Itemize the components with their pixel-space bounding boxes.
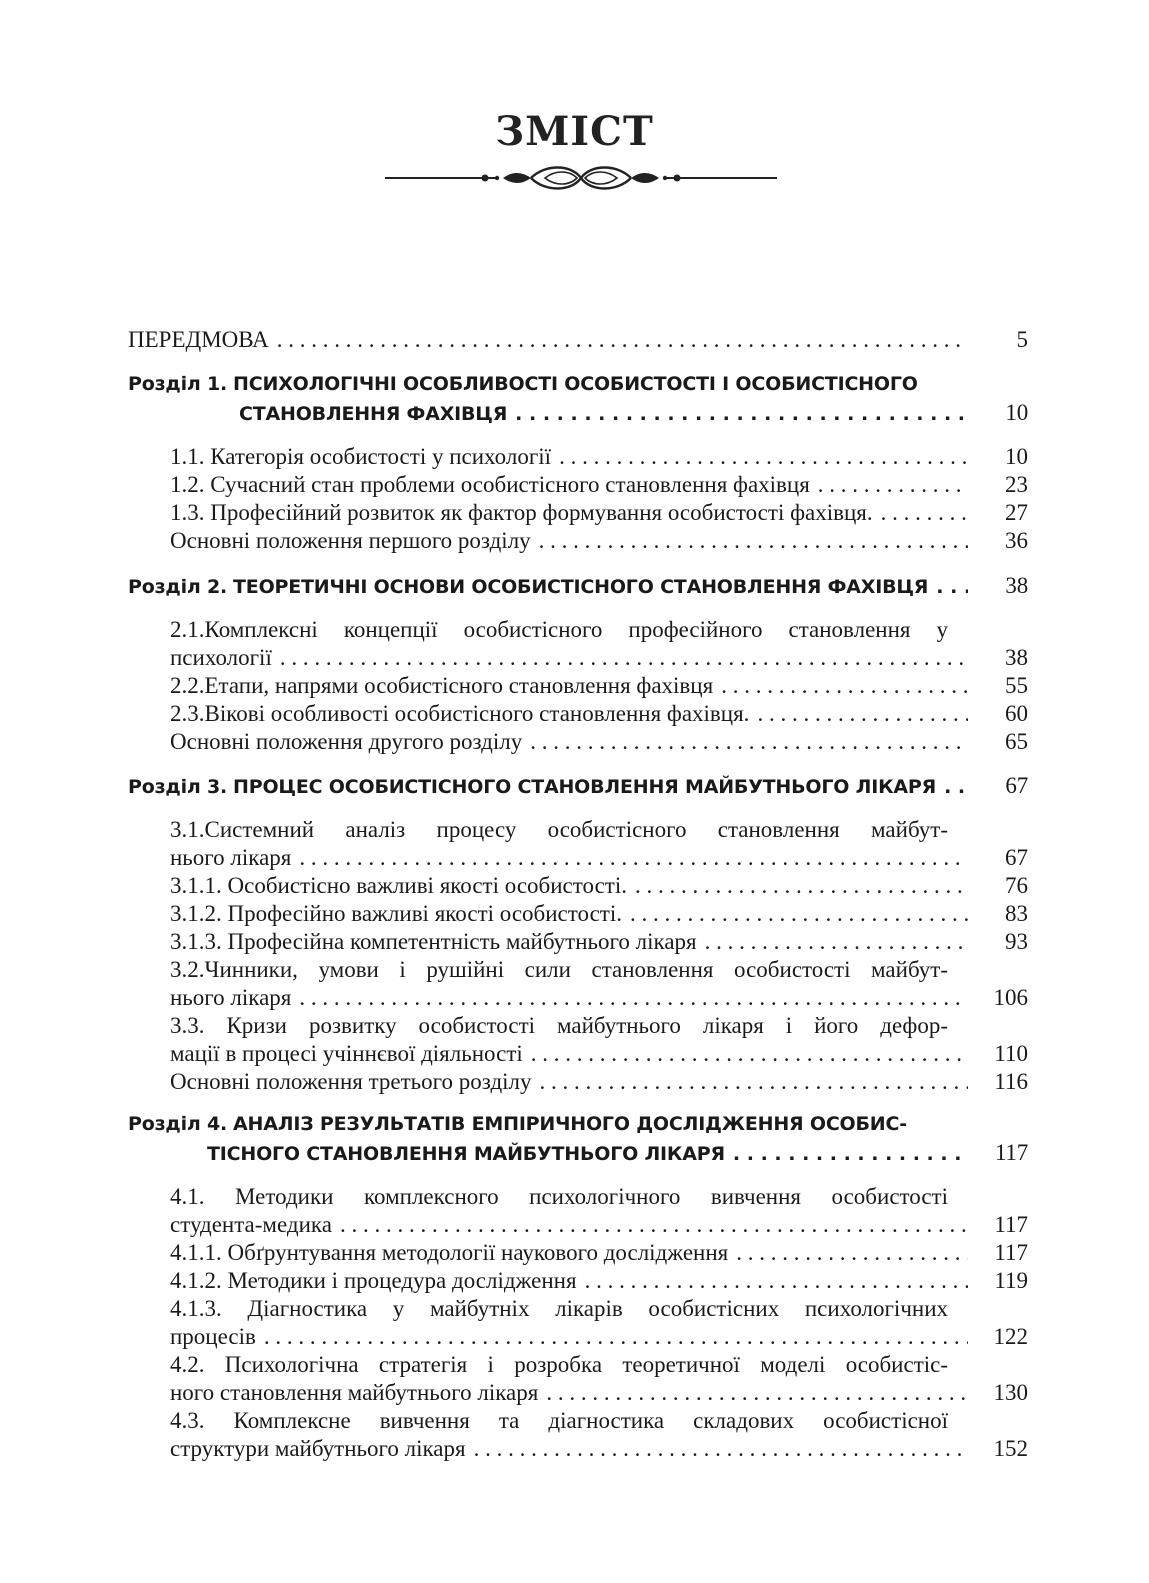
toc-entry-title: 4.2. Психологічна стратегія і розробка теоретичної моделі особистіс- <box>170 1352 948 1377</box>
toc-entry-title: Основні положення першого розділу <box>170 528 531 553</box>
toc-page-number: 36 <box>1005 528 1028 553</box>
section-title-cont: СТАНОВЛЕННЯ ФАХІВЦЯ <box>239 403 508 425</box>
toc-entry-3-1-1[interactable] <box>170 872 1028 900</box>
toc-page-number: 116 <box>994 1069 1028 1094</box>
toc-entry-title-cont: студента-медика <box>170 1212 332 1237</box>
toc-entry-4-1-3-line2[interactable] <box>170 1323 1028 1351</box>
section-label: Розділ 3. <box>128 776 228 798</box>
toc-leader-dots <box>757 700 968 728</box>
toc-entry-preface[interactable] <box>128 326 1028 354</box>
toc-entry-3-2-line1[interactable] <box>170 956 948 984</box>
toc-entry-4-3-line1[interactable] <box>170 1407 948 1435</box>
toc-leader-dots <box>585 1267 968 1295</box>
toc-entry-title: 1.3. Професійний розвиток як фактор формування особистості фахівця. <box>170 500 873 525</box>
toc-entry-title: 1.2. Сучасний стан проблеми особистісного становлення фахівця <box>170 472 810 497</box>
toc-page-number: 122 <box>993 1324 1028 1349</box>
toc-section-1-line1[interactable] <box>128 370 1028 398</box>
toc-entry-title: 3.1.1. Особистісно важливі якості особистості. <box>170 873 627 898</box>
toc-entry-1-2[interactable] <box>170 471 1028 499</box>
toc-entry-4-3-line2[interactable] <box>170 1435 1028 1463</box>
toc-leader-dots <box>721 672 968 700</box>
toc-entry-title-cont: процесів <box>170 1324 256 1349</box>
toc-entry-2-1-line1[interactable] <box>170 616 948 644</box>
toc-leader-dots <box>264 1323 968 1351</box>
toc-entry-title: 3.2.Чинники, умови і рушійні сили становлення особистості майбут- <box>170 957 948 982</box>
toc-entry-3-1-line1[interactable] <box>170 816 948 844</box>
toc-entry-title: 4.1.1. Обґрунтування методології наукового дослідження <box>170 1240 729 1265</box>
toc-entry-3-2-line2[interactable] <box>170 984 1028 1012</box>
toc-entry-title: 4.1.3. Діагностика у майбутніх лікарів особистісних психологічних <box>170 1296 948 1321</box>
toc-leader-dots <box>944 773 968 800</box>
toc-page-number: 27 <box>1005 500 1028 525</box>
toc-page-number: 5 <box>1016 327 1028 352</box>
toc-page-number: 93 <box>1005 929 1028 954</box>
toc-leader-dots <box>299 984 968 1012</box>
section-title: АНАЛІЗ РЕЗУЛЬТАТІВ ЕМПІРИЧНОГО ДОСЛІДЖЕННЯ ОСОБИС- <box>233 1113 907 1135</box>
toc-entry-4-1-line2[interactable] <box>170 1211 1028 1239</box>
toc-page-number: 67 <box>1005 845 1028 870</box>
toc-entry-title: Основні положення третього розділу <box>170 1069 532 1094</box>
toc-leader-dots <box>630 900 968 928</box>
toc-page-number: 23 <box>1005 472 1028 497</box>
toc-entry-title: 3.3. Кризи розвитку особистості майбутнього лікаря і його дефор- <box>170 1013 948 1038</box>
section-title: ПРОЦЕС ОСОБИСТІСНОГО СТАНОВЛЕННЯ МАЙБУТНЬОГО ЛІКАРЯ <box>233 776 937 798</box>
toc-page-number: 60 <box>1005 701 1028 726</box>
toc-entry-title: 2.1.Комплексні концепції особистісного професійного становлення у <box>170 617 948 642</box>
toc-entry-2-3[interactable] <box>170 700 1028 728</box>
toc-entry-3-3-line2[interactable] <box>170 1040 1028 1068</box>
page-title: ЗМІСТ <box>495 108 654 155</box>
toc-page-number: 117 <box>994 1212 1028 1237</box>
toc-entry-1-1[interactable] <box>170 443 1028 471</box>
toc-entry-1-summary[interactable] <box>170 527 1028 555</box>
toc-entry-title-cont: структури майбутнього лікаря <box>170 1436 466 1461</box>
toc-section-1-line2[interactable] <box>239 399 1028 427</box>
toc-entry-title: 3.1.Системний аналіз процесу особистісного становлення майбут- <box>170 817 948 842</box>
toc-leader-dots <box>818 471 968 499</box>
toc-entry-title: 2.3.Вікові особливості особистісного становлення фахівця. <box>170 701 750 726</box>
toc-leader-dots <box>530 728 968 756</box>
toc-entry-title-cont: психології <box>170 645 272 670</box>
toc-entry-2-1-line2[interactable] <box>170 644 1028 672</box>
toc-page-number: 38 <box>1005 573 1028 598</box>
toc-page-number: 117 <box>994 1240 1028 1265</box>
toc-leader-dots <box>936 573 968 600</box>
toc-entry-3-1-3[interactable] <box>170 928 1028 956</box>
toc-entry-4-1-3-line1[interactable] <box>170 1295 948 1323</box>
toc-entry-3-summary[interactable] <box>170 1068 1028 1096</box>
toc-entry-3-1-line2[interactable] <box>170 844 1028 872</box>
toc-leader-dots <box>539 527 968 555</box>
toc-page-number: 10 <box>1005 444 1028 469</box>
toc-entry-4-2-line1[interactable] <box>170 1351 948 1379</box>
toc-leader-dots <box>546 1379 968 1407</box>
toc-section-3[interactable] <box>128 772 1028 800</box>
toc-leader-dots <box>881 499 968 527</box>
toc-page-number: 83 <box>1005 901 1028 926</box>
toc-page-number: 55 <box>1005 673 1028 698</box>
toc-leader-dots <box>540 1068 968 1096</box>
toc-page-number: 67 <box>1005 773 1028 798</box>
toc-page-number: 117 <box>994 1140 1028 1165</box>
toc-section-2[interactable] <box>128 572 1028 600</box>
toc-leader-dots <box>635 872 968 900</box>
section-title-cont: ТІСНОГО СТАНОВЛЕННЯ МАЙБУТНЬОГО ЛІКАРЯ <box>207 1143 725 1165</box>
toc-entry-2-2[interactable] <box>170 672 1028 700</box>
toc-entry-title-cont: нього лікаря <box>170 845 292 870</box>
section-title: ТЕОРЕТИЧНІ ОСНОВИ ОСОБИСТІСНОГО СТАНОВЛЕННЯ ФАХІВЦЯ <box>233 576 929 598</box>
toc-entry-title-cont: нього лікаря <box>170 985 292 1010</box>
toc-entry-title: 4.1. Методики комплексного психологічного вивчення особистості <box>170 1184 948 1209</box>
toc-leader-dots <box>280 644 968 672</box>
toc-entry-title: 2.2.Етапи, напрями особистісного становлення фахівця <box>170 673 714 698</box>
section-label: Розділ 4. <box>128 1113 228 1135</box>
toc-entry-title: Основні положення другого розділу <box>170 729 523 754</box>
toc-entry-title: ПЕРЕДМОВА <box>128 327 269 352</box>
toc-entry-title: 4.3. Комплексне вивчення та діагностика складових особистісної <box>170 1408 948 1433</box>
toc-leader-dots <box>559 443 968 471</box>
section-title: ПСИХОЛОГІЧНІ ОСОБЛИВОСТІ ОСОБИСТОСТІ І ОСОБИСТІСНОГО <box>233 373 918 395</box>
toc-entry-2-summary[interactable] <box>170 728 1028 756</box>
toc-entry-title: 4.1.2. Методики і процедура дослідження <box>170 1268 577 1293</box>
toc-entry-3-3-line1[interactable] <box>170 1012 948 1040</box>
toc-entry-title-cont: мації в процесі учіннєвої діяльності <box>170 1041 523 1066</box>
toc-entry-4-1-line1[interactable] <box>170 1183 948 1211</box>
section-label: Розділ 1. <box>128 373 228 395</box>
toc-entry-4-1-2[interactable] <box>170 1267 1028 1295</box>
toc-leader-dots <box>736 1239 968 1267</box>
toc-page-number: 38 <box>1005 645 1028 670</box>
toc-page-number: 130 <box>993 1380 1028 1405</box>
toc-entry-title: 1.1. Категорія особистості у психології <box>170 444 552 469</box>
toc-entry-title: 3.1.2. Професійно важливі якості особистості. <box>170 901 622 926</box>
toc-entry-title-cont: ного становлення майбутнього лікаря <box>170 1380 539 1405</box>
toc-leader-dots <box>733 1140 968 1167</box>
toc-page-number: 10 <box>1005 400 1028 425</box>
toc-section-4-line1[interactable] <box>128 1110 1028 1138</box>
toc-leader-dots <box>340 1211 968 1239</box>
toc-leader-dots <box>299 844 968 872</box>
toc-leader-dots <box>515 400 968 427</box>
toc-section-4-line2[interactable] <box>207 1139 1028 1167</box>
toc-leader-dots <box>474 1435 968 1463</box>
toc-leader-dots <box>705 928 968 956</box>
section-label: Розділ 2. <box>128 576 228 598</box>
toc-entry-1-3[interactable] <box>170 499 1028 527</box>
toc-page-number: 119 <box>994 1268 1028 1293</box>
toc-entry-title: 3.1.3. Професійна компетентність майбутнього лікаря <box>170 929 697 954</box>
toc-page-number: 76 <box>1005 873 1028 898</box>
toc-leader-dots <box>277 326 968 354</box>
toc-page-number: 106 <box>993 985 1028 1010</box>
toc-entry-3-1-2[interactable] <box>170 900 1028 928</box>
toc-leader-dots <box>531 1040 968 1068</box>
toc-entry-4-1-1[interactable] <box>170 1239 1028 1267</box>
toc-entry-4-2-line2[interactable] <box>170 1379 1028 1407</box>
toc-page-number: 110 <box>994 1041 1028 1066</box>
toc-page-number: 65 <box>1005 729 1028 754</box>
toc-page-number: 152 <box>993 1436 1028 1461</box>
